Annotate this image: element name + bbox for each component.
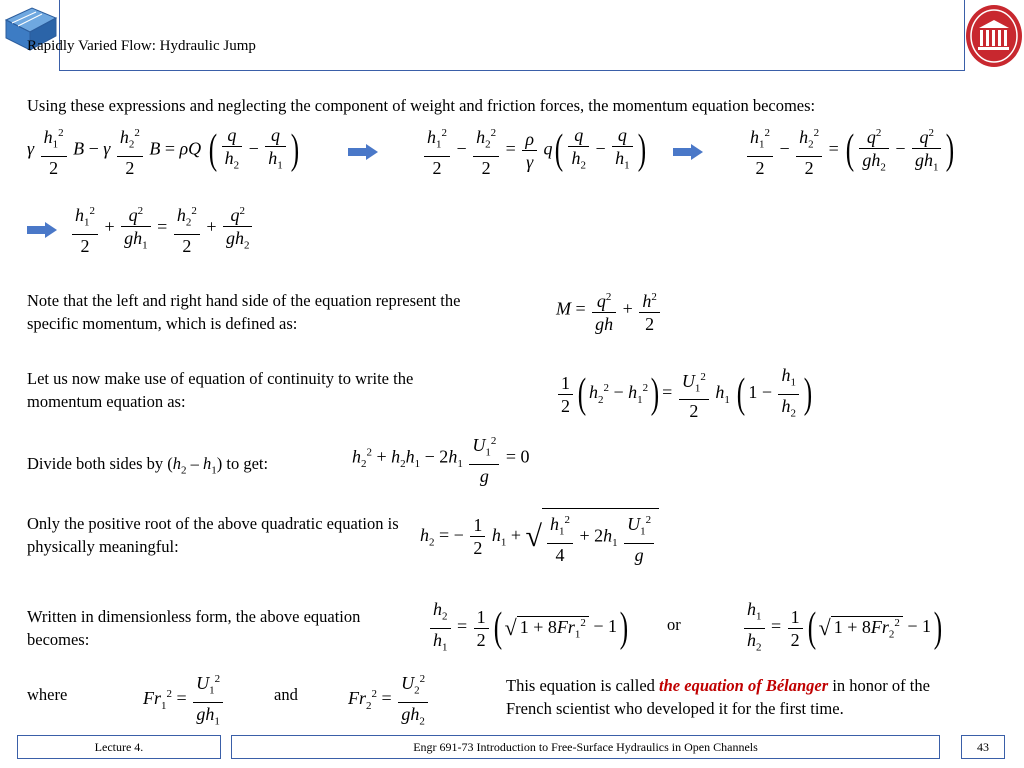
- where-label: where: [27, 685, 68, 704]
- continuity-text: Let us now make use of equation of continuity to write the momentum equation as:: [27, 369, 414, 411]
- or-label: or: [667, 615, 681, 634]
- dimensionless-text: Written in dimensionless form, the above equation becomes:: [27, 607, 361, 649]
- divide-text: Divide both sides by $(h_2 - h_1)$ to get:: [27, 454, 269, 477]
- positive-root-equation: $h_2$ = − $\frac{1}{2}$ $h_1$ + √ $\frac{h_1^2}{4}$ + $2h_1$ $\frac{U_1^2}{g}$: [420, 508, 659, 566]
- footer-page-number: 43: [961, 735, 1005, 759]
- momentum-equation-2: $\frac{h_1^2}{2}$ − $\frac{h_2^2}{2}$ = $\frac{\rho}{\gamma}$ q( $\frac{q}{h_2}$ − $\frac{q}{h_1}$ ): [422, 122, 649, 179]
- right-arrow-icon: [673, 144, 703, 160]
- slide-title: Rapidly Varied Flow: Hydraulic Jump: [27, 38, 256, 54]
- title-divider-left: [59, 0, 60, 70]
- belanger-note: This equation is called the equation of Bélanger in honor of the French scientist who developed it for the first time.: [506, 676, 930, 718]
- continuity-momentum-equation: $\frac{1}{2}$ ( $h_2^2 - h_1^2$) = $\frac{U_1^2}{2}$ $h_1$ ( 1 − $\frac{h_1}{h_2}$ ): [556, 364, 815, 424]
- quadratic-equation: $h_2^2 + h_2h_1 - 2h_1$ $\frac{U_1^2}{g}$ = 0: [352, 430, 529, 487]
- positive-root-text: Only the positive root of the above quadratic equation is physically meaningful:: [27, 514, 399, 556]
- specific-momentum-definition: M = $\frac{q^2}{gh}$ + $\frac{h^2}{2}$: [556, 286, 662, 335]
- intro-text: Using these expressions and neglecting the component of weight and friction forces, the momentum equation becomes:: [27, 96, 816, 115]
- momentum-equation-3: $\frac{h_1^2}{2}$ − $\frac{h_2^2}{2}$ = ( $\frac{q^2}{gh_2}$ − $\frac{q^2}{gh_1}$ ): [745, 122, 957, 179]
- belanger-name: the equation of Bélanger: [659, 676, 829, 695]
- specific-momentum-balance: $\frac{h_1^2}{2}$ + $\frac{q^2}{gh_1}$ = $\frac{h_2^2}{2}$ + $\frac{q^2}{gh_2}$: [70, 200, 254, 257]
- specific-momentum-text: Note that the left and right hand side of the equation represent the specific momentum, which is defined as:: [27, 291, 461, 333]
- momentum-equation-1: γ $\frac{h_1^2}{2}$ B − γ $\frac{h_2^2}{2}$ B = ρQ ( $\frac{q}{h_2}$ − $\frac{q}{h_1}$ ): [27, 122, 302, 179]
- right-arrow-icon: [348, 144, 378, 160]
- title-underline: [59, 70, 965, 71]
- and-label: and: [274, 685, 298, 704]
- right-arrow-icon: [27, 222, 57, 238]
- belanger-equation-upstream: $\frac{h_1}{h_2}$ = $\frac{1}{2}$ ( √ $1 + 8Fr_2^2 - 1$): [742, 598, 945, 658]
- university-seal-icon: [965, 4, 1023, 73]
- footer-course: Engr 691-73 Introduction to Free-Surface Hydraulics in Open Channels: [231, 735, 940, 759]
- froude-number-2: $Fr_2^2$ = $\frac{U_2^2}{gh_2}$: [348, 668, 430, 732]
- froude-number-1: $Fr_1^2$ = $\frac{U_1^2}{gh_1}$: [143, 668, 225, 732]
- footer-lecture: Lecture 4.: [17, 735, 221, 759]
- belanger-equation-downstream: $\frac{h_2}{h_1}$ = $\frac{1}{2}$ ( √ $1 + 8Fr_1^2 - 1$): [428, 598, 631, 658]
